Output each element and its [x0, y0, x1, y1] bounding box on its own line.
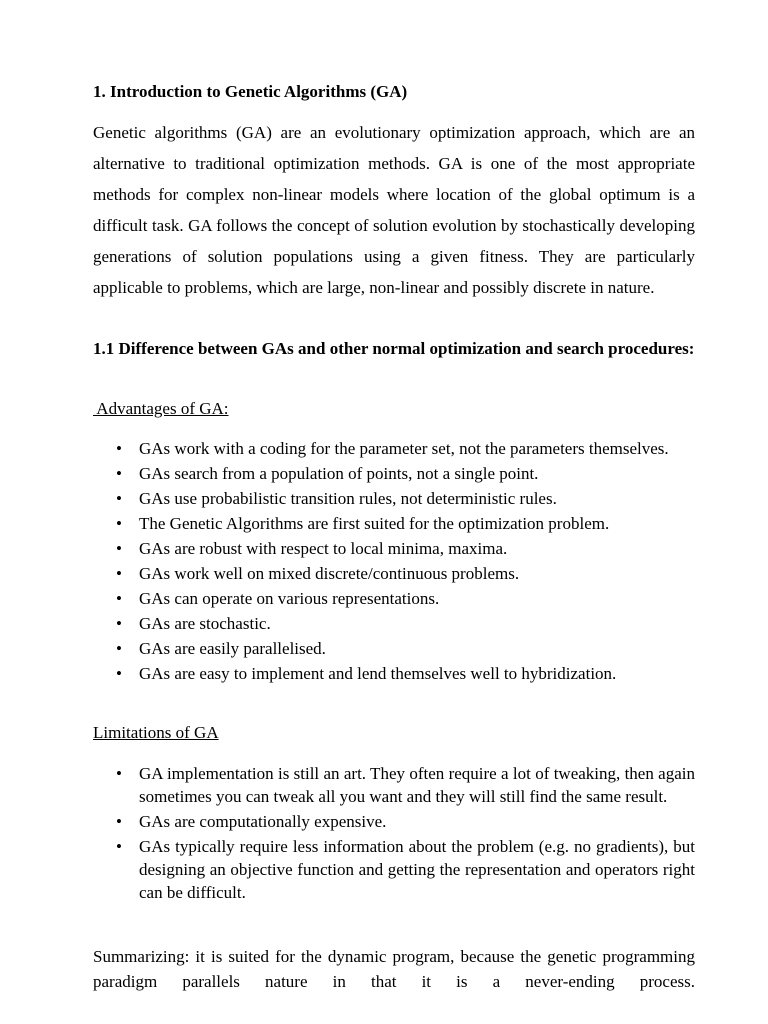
subsection-heading: 1.1 Difference between GAs and other normal optimization and search procedures: [93, 339, 695, 358]
bullet-icon: • [116, 564, 122, 583]
list-item-text: GAs work with a coding for the parameter set, not the parameters themselves. [139, 439, 669, 458]
list-item [93, 487, 695, 510]
list-item [93, 762, 695, 808]
list-item-text: GAs are stochastic. [139, 614, 271, 633]
list-item [93, 662, 695, 685]
list-item-text: GAs work well on mixed discrete/continuous problems. [139, 564, 520, 583]
list-item-text: GAs use probabilistic transition rules, not deterministic rules. [139, 489, 557, 508]
advantages-label: Advantages of GA: [93, 399, 229, 418]
section-heading: 1. Introduction to Genetic Algorithms (GA) [93, 82, 408, 101]
list-item [93, 512, 695, 535]
summary-paragraph: Summarizing: it is suited for the dynamic program, because the genetic programming paradigm parallels nature in that it is a never-ending process. [93, 947, 695, 991]
list-item-text: GAs can operate on various representations. [139, 589, 440, 608]
bullet-icon: • [116, 614, 122, 633]
list-item-text: The Genetic Algorithms are first suited for the optimization problem. [139, 514, 610, 533]
list-item [93, 637, 695, 660]
list-item-text: GAs are computationally expensive. [139, 812, 387, 831]
list-item [93, 587, 695, 610]
list-item [93, 462, 695, 485]
list-item-text: GAs are robust with respect to local minima, maxima. [139, 539, 508, 558]
list-item [93, 562, 695, 585]
limitations-list [93, 762, 695, 906]
advantages-list [93, 437, 695, 687]
bullet-icon: • [116, 489, 122, 508]
list-item-text: GAs search from a population of points, not a single point. [139, 464, 539, 483]
bullet-icon: • [116, 764, 122, 783]
list-item [93, 437, 695, 460]
bullet-icon: • [116, 837, 122, 856]
list-item [93, 810, 695, 833]
bullet-icon: • [116, 514, 122, 533]
list-item-text: GAs are easy to implement and lend themselves well to hybridization. [139, 664, 617, 683]
limitations-label: Limitations of GA [93, 723, 219, 742]
bullet-icon: • [116, 464, 122, 483]
bullet-icon: • [116, 539, 122, 558]
bullet-icon: • [116, 589, 122, 608]
bullet-icon: • [116, 439, 122, 458]
intro-paragraph: Genetic algorithms (GA) are an evolutionary optimization approach, which are an alternative to traditional optimization methods. GA is one of the most appropriate methods for complex non-linear models where location of the global optimum is a difficult task. GA follows the concept of solution evolution by stochastically developing generations of solution populations using a given fitness. They are particularly applicable to problems, which are large, non-linear and possibly discrete in nature. [93, 123, 695, 297]
list-item [93, 612, 695, 635]
list-item-text: GAs are easily parallelised. [139, 639, 326, 658]
list-item [93, 835, 695, 904]
bullet-icon: • [116, 639, 122, 658]
bullet-icon: • [116, 664, 122, 683]
list-item [93, 537, 695, 560]
bullet-icon: • [116, 812, 122, 831]
list-item-text: GA implementation is still an art. They often require a lot of tweaking, then again sometimes you can tweak all you want and they will still find the same result. [139, 764, 695, 806]
list-item-text: GAs typically require less information about the problem (e.g. no gradients), but designing an objective function and getting the representation and operators right can be difficult. [139, 837, 695, 902]
